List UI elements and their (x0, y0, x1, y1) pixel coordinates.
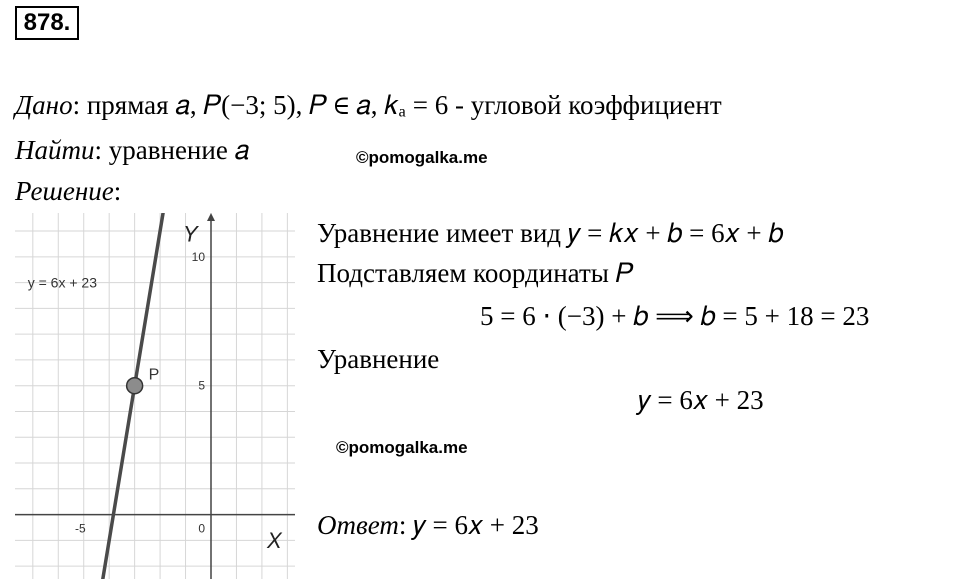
y-axis-arrow (207, 213, 215, 221)
find-text: уравнение 𝑎 (108, 135, 250, 165)
point-p-marker (127, 378, 143, 394)
tick-label-y5: 5 (198, 378, 205, 393)
tick-label-xm5: -5 (75, 521, 86, 536)
x-axis-label: X (267, 528, 282, 554)
step-4: Уравнение (317, 344, 440, 374)
step-1: Уравнение имеет вид 𝑦 = 𝑘𝑥 + 𝑏 = 6𝑥 + 𝑏 (317, 218, 784, 248)
solution-line (15, 176, 121, 207)
watermark: ©pomogalka.me (356, 148, 488, 167)
given-line (15, 90, 722, 122)
find-line (15, 135, 249, 167)
answer-label: Ответ (317, 510, 399, 540)
point-p-label: P (148, 366, 160, 384)
answer-text: 𝑦 = 6𝑥 + 23 (413, 510, 539, 540)
given-label: Дано (15, 90, 73, 120)
y-axis-label: Y (183, 221, 198, 247)
tick-label-origin: 0 (198, 521, 205, 536)
function-graph (15, 213, 295, 579)
given-sep: : (72, 90, 87, 120)
answer-line (317, 510, 539, 542)
problem-number: 878. (15, 6, 79, 40)
step-3: 5 = 6 ⋅ (−3) + 𝑏 ⟹ 𝑏 = 5 + 18 = 23 (480, 301, 870, 331)
tick-label-y10: 10 (191, 249, 205, 264)
solution-label: Решение (15, 176, 114, 206)
find-sep: : (94, 135, 109, 165)
watermark: ©pomogalka.me (336, 438, 468, 457)
step-2: Подставляем координаты 𝑃 (317, 258, 634, 288)
answer-sep: : (398, 510, 414, 540)
step-5: 𝑦 = 6𝑥 + 23 (638, 385, 764, 415)
solution-sep: : (113, 176, 122, 206)
given-text: прямая 𝑎, 𝑃(−3; 5), 𝑃 ∈ 𝑎, 𝑘ₐ = 6 - угловой коэффициент (86, 90, 722, 120)
find-label: Найти (15, 135, 95, 165)
line-equation-label: y = 6x + 23 (27, 274, 98, 291)
